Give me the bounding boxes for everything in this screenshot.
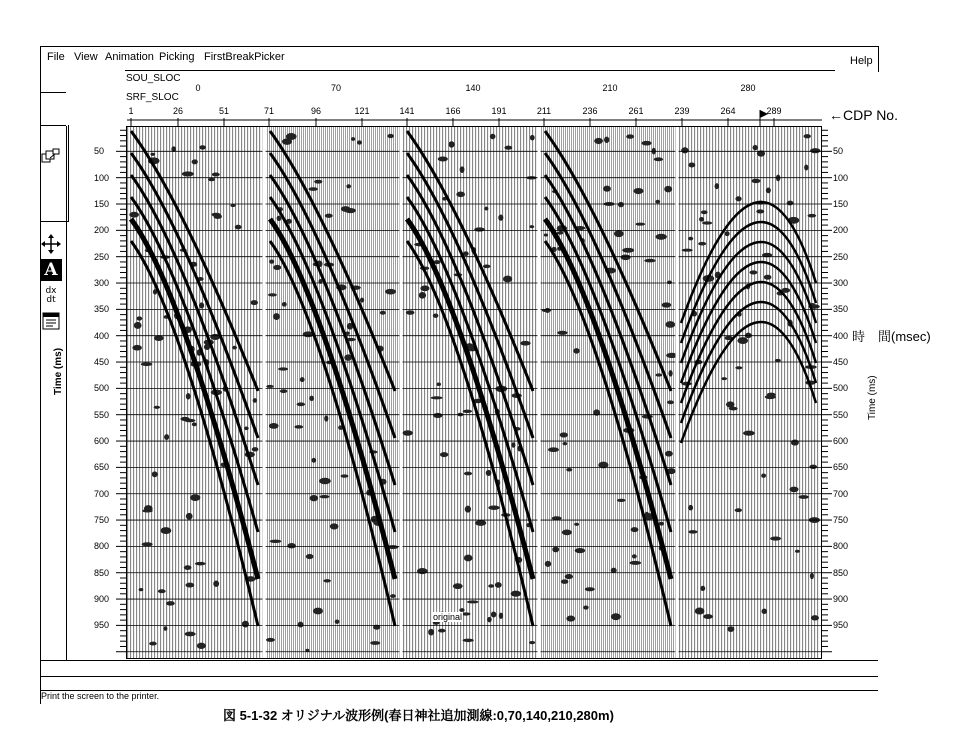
srf-value: 236	[582, 106, 598, 116]
right-time-tick-label: 800	[833, 541, 849, 552]
left-time-tick-label: 750	[94, 515, 110, 526]
status-text: Print the screen to the printer.	[41, 691, 160, 701]
srf-value: 141	[399, 106, 415, 116]
sou-value: 0	[195, 83, 201, 93]
left-time-tick-label: 550	[94, 409, 110, 420]
dt-text: dt	[46, 295, 56, 305]
left-time-tick-label: 700	[94, 488, 110, 499]
left-time-tick-label: 850	[94, 567, 110, 578]
left-time-tick-label: 250	[94, 251, 110, 262]
left-time-tick-label: 50	[94, 146, 105, 157]
srf-value: 51	[218, 106, 230, 116]
right-axis-label: Time (ms)	[867, 375, 878, 420]
right-time-tick-label: 950	[833, 620, 849, 631]
srf-value: 239	[674, 106, 690, 116]
right-time-tick-label: 900	[833, 594, 849, 605]
srf-value: 191	[491, 106, 507, 116]
sou-value: 70	[330, 83, 342, 93]
right-time-tick-label: 750	[833, 515, 849, 526]
right-time-tick-label: 450	[833, 357, 849, 368]
right-time-tick-label: 150	[833, 199, 849, 209]
right-time-tick-label: 600	[833, 436, 849, 447]
right-time-tick-label: 550	[833, 409, 849, 420]
menu-view[interactable]: View	[74, 51, 98, 63]
right-time-tick-label: 850	[833, 567, 849, 578]
menu-firstbreakpicker[interactable]: FirstBreakPicker	[204, 51, 285, 63]
left-time-tick-label: 600	[94, 436, 110, 447]
right-time-tick-label: 650	[833, 462, 849, 473]
left-time-tick-label: 500	[94, 383, 110, 394]
right-time-tick-label: 200	[833, 225, 849, 236]
left-time-tick-label: 800	[94, 541, 110, 552]
right-time-tick-label: 300	[833, 278, 849, 289]
dx-text: dx	[45, 286, 57, 296]
srf-value: 289	[766, 106, 782, 116]
right-time-tick-label: 50	[833, 146, 844, 157]
left-time-tick-label: 950	[94, 620, 110, 631]
left-time-tick-label: 400	[94, 330, 110, 341]
srf-value: 261	[628, 106, 644, 116]
original-label: original	[433, 612, 463, 622]
text-a-glyph: A	[44, 260, 58, 280]
figure-caption: 図 5-1-32 オリジナル波形例(春日神社追加測線:0,70,140,210,280m)	[223, 708, 614, 723]
right-time-tick-label: 500	[833, 383, 849, 394]
right-time-tick-label: 400	[833, 330, 849, 341]
cdp-label: ←CDP No.	[829, 107, 898, 123]
srf-sloc-label: SRF_SLOC	[126, 92, 179, 103]
left-time-tick-label: 450	[94, 357, 110, 368]
left-time-tick-label: 100	[94, 172, 110, 183]
sou-sloc-label: SOU_SLOC	[126, 73, 181, 84]
right-time-tick-label: 700	[833, 488, 849, 499]
menu-picking[interactable]: Picking	[159, 51, 195, 63]
srf-value: 1	[128, 106, 134, 116]
sou-value: 140	[465, 83, 481, 93]
left-time-tick-label: 650	[94, 462, 110, 473]
left-time-tick-label: 300	[94, 278, 110, 289]
right-time-tick-label: 250	[833, 251, 849, 262]
menu-file[interactable]: File	[47, 51, 65, 63]
left-time-tick-label: 900	[94, 594, 110, 605]
sou-value: 280	[740, 83, 756, 93]
srf-value: 166	[445, 106, 461, 116]
left-time-tick-label: 150	[94, 199, 110, 209]
jp-time-label: 時 間(msec)	[852, 329, 931, 344]
srf-value: 264	[720, 106, 736, 116]
left-axis-label: Time (ms)	[53, 347, 64, 395]
menu-help[interactable]: Help	[850, 55, 873, 67]
right-time-tick-label: 350	[833, 304, 849, 315]
left-time-tick-label: 200	[94, 225, 110, 236]
srf-value: 211	[536, 106, 552, 116]
menu-animation[interactable]: Animation	[105, 51, 154, 63]
srf-value: 71	[263, 106, 275, 116]
left-time-tick-label: 350	[94, 304, 110, 315]
right-time-tick-label: 100	[833, 172, 849, 183]
srf-value: 96	[310, 106, 322, 116]
sou-value: 210	[602, 83, 618, 93]
srf-value: 26	[172, 106, 184, 116]
srf-value: 121	[354, 106, 370, 116]
